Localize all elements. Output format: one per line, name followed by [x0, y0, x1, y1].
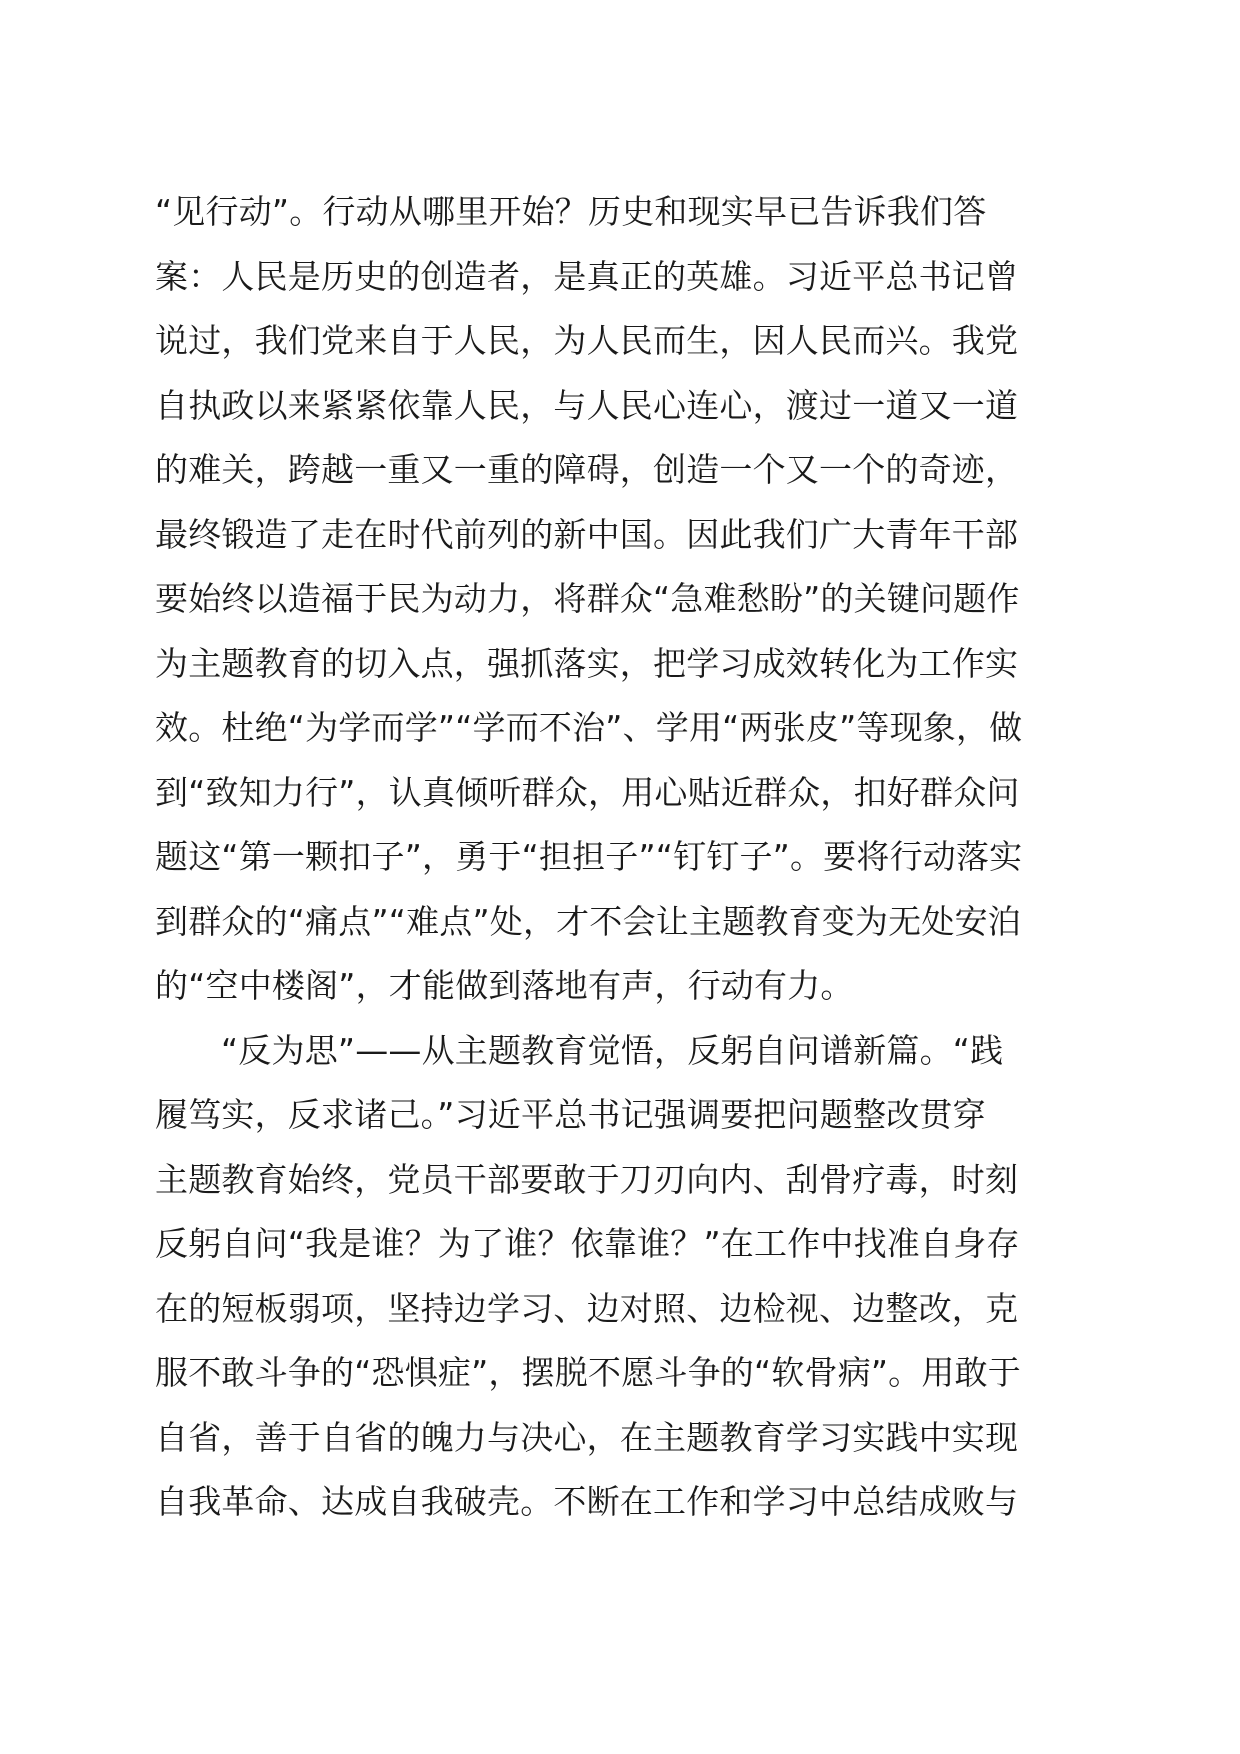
text-line: 到“致知力行”，认真倾听群众，用心贴近群众，扣好群众问 — [155, 772, 1020, 812]
text-line: 到群众的“痛点”“难点”处，才不会让主题教育变为无处安泊 — [155, 901, 1021, 941]
text-line: 反躬自问“我是谁？为了谁？依靠谁？”在工作中找准自身存 — [155, 1224, 1020, 1263]
text-line: 在的短板弱项，坚持边学习、边对照、边检视、边整改，克 — [155, 1288, 1019, 1328]
text-line: 服不敢斗争的“恐惧症”，摆脱不愿斗争的“软骨病”。用敢于 — [155, 1353, 1021, 1392]
text-line: 案：人民是历史的创造者，是真正的英雄。习近平总书记曾 — [155, 256, 1019, 296]
text-line: 自我革命、达成自我破壳。不断在工作和学习中总结成败与 — [155, 1482, 1019, 1521]
text-line: 自省，善于自省的魄力与决心，在主题教育学习实践中实现 — [155, 1417, 1019, 1457]
text-line: 的“空中楼阁”，才能做到落地有声，行动有力。 — [155, 966, 854, 1005]
text-line: 的难关，跨越一重又一重的障碍，创造一个又一个的奇迹， — [155, 450, 1019, 489]
body-text — [155, 180, 1085, 1535]
text-line: “见行动”。行动从哪里开始？历史和现实早已告诉我们答 — [155, 192, 987, 231]
text-line: 要始终以造福于民为动力，将群众“急难愁盼”的关键问题作 — [155, 579, 1020, 618]
text-line: 最终锻造了走在时代前列的新中国。因此我们广大青年干部 — [155, 514, 1019, 554]
text-line: 自执政以来紧紧依靠人民，与人民心连心，渡过一道又一道 — [155, 385, 1019, 425]
paragraph-start-line: “反为思”——从主题教育觉悟，反躬自问谱新篇。“践 — [221, 1030, 1004, 1070]
text-line: 主题教育始终，党员干部要敢于刀刃向内、刮骨疗毒，时刻 — [155, 1159, 1019, 1199]
text-line: 题这“第一颗扣子”，勇于“担担子”“钉钉子”。要将行动落实 — [155, 837, 1023, 876]
text-line: 为主题教育的切入点，强抓落实，把学习成效转化为工作实 — [155, 643, 1019, 683]
text-line: 效。杜绝“为学而学”“学而不治”、学用“两张皮”等现象，做 — [155, 708, 1023, 747]
text-line: 说过，我们党来自于人民，为人民而生，因人民而兴。我党 — [155, 321, 1019, 360]
text-line: 履笃实，反求诸己。”习近平总书记强调要把问题整改贯穿 — [155, 1095, 986, 1134]
